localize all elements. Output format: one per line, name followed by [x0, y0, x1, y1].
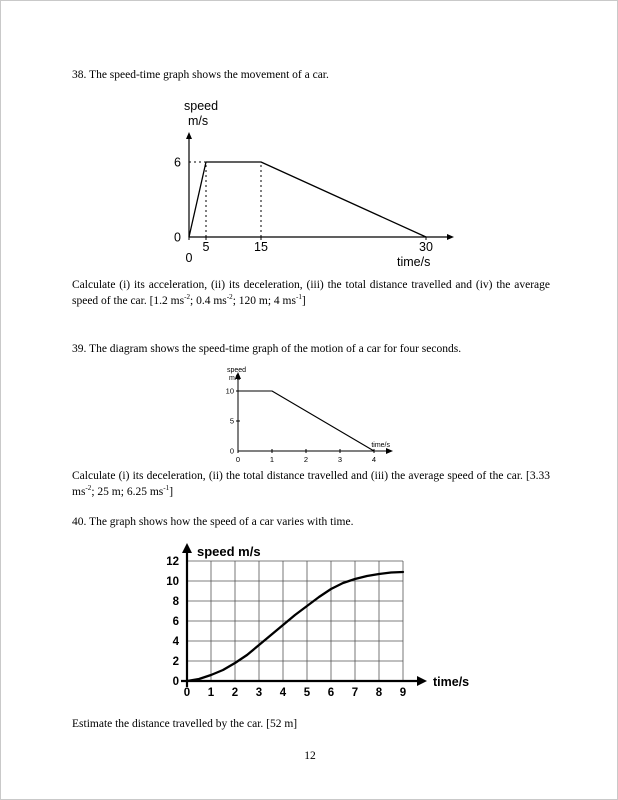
question-38-text: Calculate (i) its acceleration, (ii) its deceleration, (iii) the total distance travelled and (iv) the average speed of the car. [1.2 $ms^{-2}$; 0.4 $ms^{-2}$; 120 m; 4 $ms^{-1}$] — [72, 279, 550, 307]
q39-speed-time-chart — [214, 363, 409, 467]
question-40-figure — [149, 541, 479, 718]
svg-text:5: 5 — [229, 416, 234, 426]
svg-text:speed: speed — [184, 99, 219, 113]
svg-text:0: 0 — [174, 230, 181, 245]
svg-text:time/s: time/s — [433, 675, 470, 689]
svg-text:0: 0 — [185, 251, 193, 265]
svg-text:6: 6 — [327, 687, 335, 699]
svg-text:2: 2 — [303, 455, 309, 464]
svg-text:0: 0 — [183, 687, 191, 699]
svg-text:speed m/s: speed m/s — [197, 544, 261, 559]
svg-text:m/s: m/s — [229, 375, 241, 382]
svg-text:2: 2 — [172, 656, 179, 669]
svg-text:8: 8 — [375, 687, 383, 699]
svg-text:3: 3 — [337, 455, 343, 464]
question-40-text: Estimate the distance travelled by the car. [52 m] — [72, 718, 298, 730]
svg-text:4: 4 — [279, 687, 287, 699]
svg-text:4: 4 — [172, 636, 179, 649]
svg-text:m/s: m/s — [188, 114, 209, 128]
svg-text:5: 5 — [303, 687, 311, 699]
svg-text:0: 0 — [172, 676, 179, 689]
question-40-heading: 40. The graph shows how the speed of a car varies with time. — [72, 516, 354, 528]
svg-text:10: 10 — [166, 576, 179, 589]
svg-text:12: 12 — [166, 556, 179, 569]
svg-text:4: 4 — [371, 455, 377, 464]
svg-text:1: 1 — [207, 687, 215, 699]
question-39-text: Calculate (i) its deceleration, (ii) the total distance travelled and (iii) the average speed of the car. [3.33 $ms^{-2}$; 25 m; 6.25 $ms^{-1}$] — [72, 470, 550, 498]
svg-text:1: 1 — [269, 455, 275, 464]
svg-text:9: 9 — [399, 687, 407, 699]
q38-speed-time-chart — [159, 95, 469, 273]
question-38-figure — [159, 95, 469, 278]
svg-text:15: 15 — [254, 240, 268, 254]
svg-text:30: 30 — [419, 240, 433, 254]
svg-text:6: 6 — [172, 616, 179, 629]
question-38-heading: 38. The speed-time graph shows the movement of a car. — [72, 69, 329, 81]
svg-text:2: 2 — [231, 687, 239, 699]
svg-text:time/s: time/s — [397, 255, 431, 269]
svg-text:time/s: time/s — [371, 442, 390, 449]
svg-text:0: 0 — [235, 455, 241, 464]
q40-speed-time-chart — [149, 541, 479, 713]
svg-text:8: 8 — [172, 596, 179, 609]
svg-text:0: 0 — [229, 446, 234, 456]
svg-text:6: 6 — [174, 155, 181, 170]
svg-text:5: 5 — [202, 240, 210, 254]
question-39-heading: 39. The diagram shows the speed-time graph of the motion of a car for four seconds. — [72, 343, 462, 355]
page-number: 12 — [304, 750, 316, 762]
svg-text:3: 3 — [255, 687, 263, 699]
question-39-figure — [214, 363, 409, 472]
svg-text:speed: speed — [227, 367, 247, 374]
svg-text:7: 7 — [351, 687, 359, 699]
svg-text:10: 10 — [225, 386, 234, 396]
